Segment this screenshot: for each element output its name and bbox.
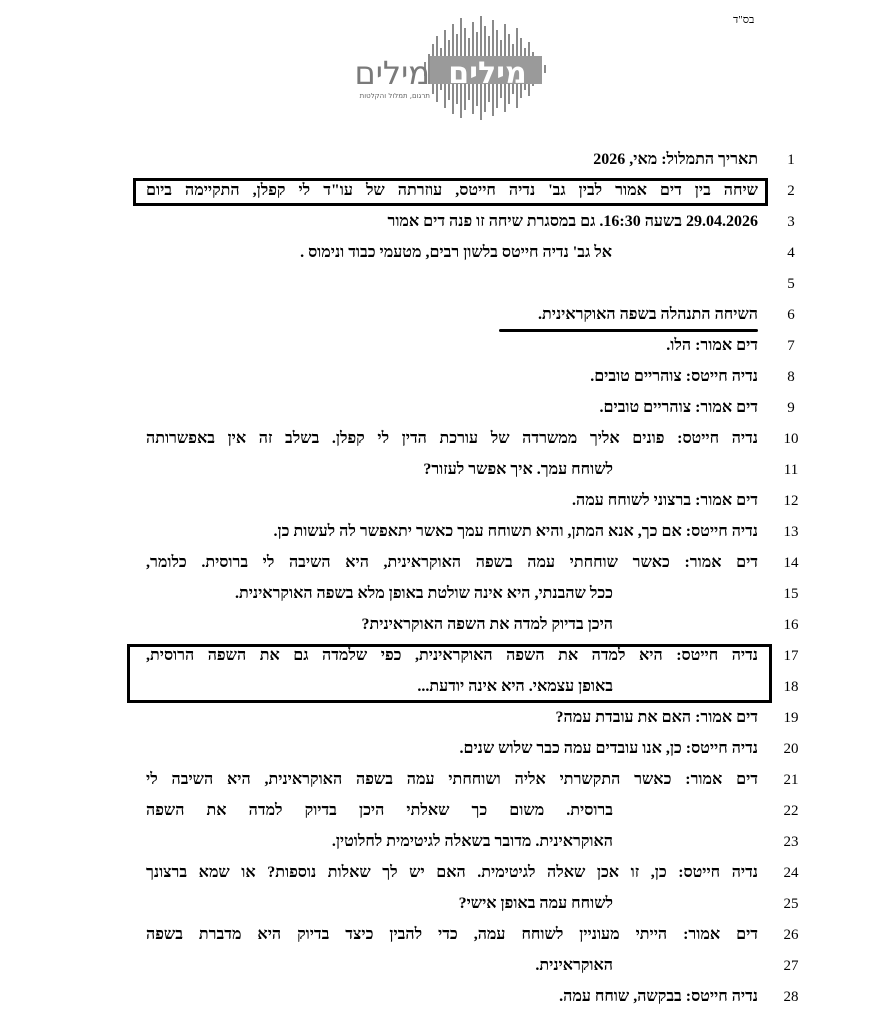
transcript-line — [0, 673, 884, 704]
line-number: 3 — [787, 214, 795, 230]
transcript-line — [0, 983, 884, 1014]
line-number: 13 — [783, 524, 799, 540]
line-number: 1 — [787, 152, 795, 168]
line-text: נדיה חייטס: כן, זו אכן שאלה לגיטימית. האם יש לך שאלות נוספות? או שמא ברצונך — [146, 864, 758, 881]
line-text: דים אמור: האם את עובדת עמה? — [555, 709, 758, 726]
transcript-line — [0, 270, 884, 301]
line-number: 16 — [783, 617, 799, 633]
line-number: 27 — [783, 958, 799, 974]
line-text: לשוחח עמה באופן אישי? — [458, 895, 613, 912]
line-number: 18 — [783, 679, 799, 695]
transcript-line — [0, 611, 884, 642]
bsd-header: בס"ד — [733, 14, 755, 26]
transcript-line — [0, 890, 884, 921]
line-text: אל גב' נדיה חייטס בלשון רבים, מטעמי כבוד ונימוס . — [300, 244, 612, 261]
line-text: 29.04.2026 בשעה 16:30. גם במסגרת שיחה זו פנה דים אמור — [387, 213, 758, 230]
transcript-line — [0, 332, 884, 363]
transcript-line — [0, 425, 884, 456]
transcript-line — [0, 859, 884, 890]
transcript-line — [0, 952, 884, 983]
transcript-lines — [0, 146, 884, 1014]
line-text: דים אמור: כאשר התקשרתי אליה ושוחחתי עמה בשפה האוקראינית, היא השיבה לי — [146, 771, 758, 788]
transcript-line — [0, 921, 884, 952]
line-text: באופן עצמאי. היא אינה יודעת... — [417, 678, 613, 695]
line-text: האוקראינית. — [535, 957, 613, 974]
logo-text-secondary: מילים — [354, 54, 430, 92]
line-number: 17 — [783, 648, 799, 664]
line-number: 20 — [783, 741, 799, 757]
line-text: נדיה חייטס: צוהריים טובים. — [590, 368, 758, 385]
transcript-line — [0, 363, 884, 394]
line-number: 15 — [783, 586, 799, 602]
transcript-line — [0, 487, 884, 518]
transcript-line — [0, 797, 884, 828]
transcript-line — [0, 208, 884, 239]
logo-subtitle: תרגום, תמלול והקלטות — [359, 92, 430, 100]
line-text: דים אמור: כאשר שוחחתי עמה בשפה האוקראינית, היא השיבה לי ברוסית. כלומר, — [146, 554, 758, 571]
line-text: השיחה התנהלה בשפה האוקראינית. — [537, 306, 758, 323]
line-number: 19 — [783, 710, 799, 726]
line-number: 28 — [783, 989, 799, 1005]
line-number: 23 — [783, 834, 799, 850]
logo-text-primary: מילים — [448, 56, 527, 91]
transcript-line — [0, 239, 884, 270]
line-text: נדיה חייטס: בבקשה, שוחח עמה. — [559, 988, 758, 1005]
transcript-line — [0, 146, 884, 177]
line-text: האוקראינית. מדובר בשאלה לגיטימית לחלוטין. — [331, 833, 613, 850]
line-number: 11 — [783, 462, 799, 478]
milim-logo — [345, 14, 555, 122]
transcript-line — [0, 828, 884, 859]
transcript-line — [0, 735, 884, 766]
line-number: 10 — [783, 431, 799, 447]
line-text: תאריך התמלול: מאי, 2026 — [593, 151, 758, 168]
line-text: דים אמור: הייתי מעוניין לשוחח עמה, כדי להבין כיצד בדיוק היא מדברת בשפה — [146, 926, 758, 943]
line-text: שיחה בין דים אמור לבין גב' נדיה חייטס, עוזרתה של עו"ד לי קפלן, התקיימה ביום — [146, 182, 758, 199]
line-text: לשוחח עמך. איך אפשר לעזור? — [423, 461, 613, 478]
line-number: 4 — [787, 245, 795, 261]
line-text: דים אמור: הלו. — [666, 337, 758, 354]
line-number: 5 — [787, 276, 795, 292]
line-number: 6 — [787, 307, 795, 323]
transcript-line — [0, 394, 884, 425]
line-text: נדיה חייטס: כן, אנו עובדים עמה כבר שלוש שנים. — [459, 740, 758, 757]
line-text: ברוסית. משום כך שאלתי היכן בדיוק למדה את השפה — [146, 802, 613, 819]
line-number: 9 — [787, 400, 795, 416]
line-text: נדיה חייטס: היא למדה את השפה האוקראינית, כפי שלמדה גם את השפה הרוסית, — [146, 647, 758, 664]
line-text: ככל שהבנתי, היא אינה שולטת באופן מלא בשפה האוקראינית. — [234, 585, 613, 602]
transcript-line — [0, 704, 884, 735]
line-number: 14 — [783, 555, 799, 571]
line-text: דים אמור: ברצוני לשוחח עמה. — [572, 492, 758, 509]
transcript-line — [0, 549, 884, 580]
transcript-line — [0, 301, 884, 332]
line-text: נדיה חייטס: פונים אליך ממשרדה של עורכת הדין לי קפלן. בשלב זה אין באפשרותה — [146, 430, 758, 447]
line-number: 26 — [783, 927, 799, 943]
line-number: 7 — [787, 338, 795, 354]
line-text: נדיה חייטס: אם כך, אנא המתן, והיא תשוחח עמך כאשר יתאפשר לה לעשות כן. — [273, 523, 758, 540]
transcript-line — [0, 456, 884, 487]
transcript-line — [0, 518, 884, 549]
line-number: 21 — [783, 772, 799, 788]
line-text: היכן בדיוק למדה את השפה האוקראינית? — [361, 616, 613, 633]
line-number: 12 — [783, 493, 799, 509]
line-number: 8 — [787, 369, 795, 385]
transcript-line — [0, 177, 884, 208]
line-number: 25 — [783, 896, 799, 912]
line-text: דים אמור: צוהריים טובים. — [599, 399, 758, 416]
line-number: 22 — [783, 803, 799, 819]
transcript-line — [0, 580, 884, 611]
transcript-line — [0, 766, 884, 797]
transcript-line — [0, 642, 884, 673]
line-number: 2 — [787, 183, 795, 199]
line-number: 24 — [783, 865, 799, 881]
